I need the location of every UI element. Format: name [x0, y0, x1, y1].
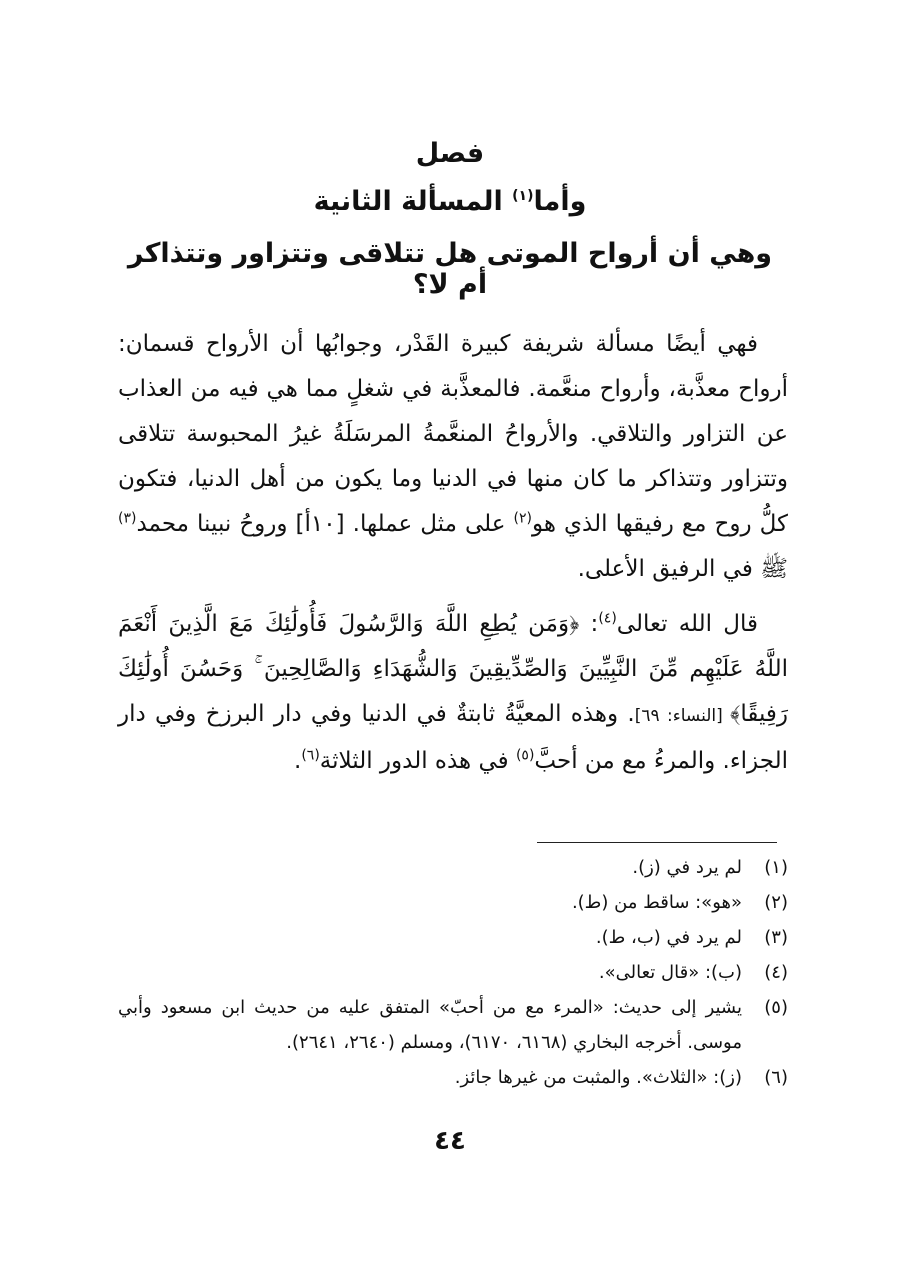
paragraph-2-text-b: في هذه الدور الثلاثة [319, 748, 516, 774]
footnote-number: (٢) [764, 892, 788, 913]
footnote-2 [118, 885, 788, 920]
footnotes-list [118, 850, 788, 1095]
footnote-ref-5[interactable]: (٥) [515, 747, 535, 764]
footnote-3 [118, 920, 788, 955]
footnote-number: (٤) [764, 962, 788, 983]
footnote-text: يشير إلى حديث: «المرء مع من أحبّ» المتفق عليه من حديث ابن مسعود وأبي موسى. أخرجه البخاري (٦١٦٨، ٦١٧٠)، ومسلم (٢٦٤٠، ٢٦٤١). [118, 997, 742, 1053]
footnote-number: (٣) [764, 927, 788, 948]
main-text [118, 322, 788, 784]
verse-reference: [النساء: ٦٩] [634, 706, 731, 726]
footnote-number: (١) [764, 857, 788, 878]
footnote-text: (ز): «الثلاث». والمثبت من غيرها جائز. [454, 1067, 742, 1088]
paragraph-2-end: . [294, 748, 302, 774]
question-title [110, 238, 790, 300]
footnote-text: (ب): «قال تعالى». [598, 962, 742, 983]
footnote-ref-6[interactable]: (٦) [301, 747, 320, 764]
footnote-ref-4[interactable]: (٤) [598, 610, 617, 627]
footnote-5 [118, 990, 788, 1060]
footnote-6 [118, 1060, 788, 1095]
paragraph-1-text-c: ﷺ في الرفيق الأعلى. [577, 556, 788, 582]
footnote-ref-2[interactable]: (٢) [513, 510, 532, 527]
section-title [110, 186, 790, 217]
page-number: ٤٤ [434, 1126, 466, 1156]
paragraph-1-text-a: فهي أيضًا مسألة شريفة كبيرة القَدْر، وجوابُها أن الأرواح قسمان: أرواح معذَّبة، وأرواح منعَّمة. فالمعذَّبة في شغلٍ مما هي فيه من العذاب عن التزاور والتلاقي. والأرواحُ المنعَّمةُ المرسَلَةُ غيرُ المحبوسة تتلاقى وتتزاور وتتذاكر ما كان منها في الدنيا وما يكون من أهل الدنيا، فتكون كلُّ روح مع رفيقها الذي هو [118, 331, 788, 537]
footnote-divider [537, 842, 777, 843]
footnote-number: (٦) [764, 1067, 788, 1088]
paragraph-2-colon: : [579, 611, 599, 637]
paragraph-2 [118, 602, 788, 784]
paragraph-2-intro: قال الله تعالى [616, 611, 759, 637]
quran-verse: ﴿وَمَن يُطِعِ اللَّهَ وَالرَّسُولَ فَأُولَٰئِكَ مَعَ الَّذِينَ أَنْعَمَ اللَّهُ عَلَيْهِم مِّنَ النَّبِيِّينَ وَالصِّدِّيقِينَ وَالشُّهَدَاءِ وَالصَّالِحِينَ ۚ وَحَسُنَ أُولَٰئِكَ رَفِيقًا﴾ [118, 611, 788, 727]
footnote-number: (٥) [764, 997, 788, 1018]
paragraph-1 [118, 322, 788, 592]
question-title-text: وهي أن أرواح الموتى هل تتلاقى وتتزاور وتتذاكر أم لا؟ [127, 238, 773, 300]
footnote-ref-1[interactable]: (١) [512, 188, 534, 204]
footnote-text: لم يرد في (ز). [632, 857, 742, 878]
chapter-title-text: فصل [415, 138, 485, 169]
footnote-ref-3[interactable]: (٣) [118, 510, 137, 527]
paragraph-2-text-a: . وهذه المعيَّةُ ثابتةٌ في الدنيا وفي دار البرزخ وفي دار الجزاء. والمرءُ مع من أحبَّ [118, 701, 788, 774]
paragraph-1-text-b: على مثل عملها. [١٠أ] وروحُ نبينا محمد [136, 511, 514, 537]
footnote-4 [118, 955, 788, 990]
chapter-title [110, 138, 790, 169]
section-title-end: المسألة الثانية [313, 186, 513, 217]
section-title-start: وأما [533, 186, 587, 217]
footnote-1 [118, 850, 788, 885]
footnote-text: «هو»: ساقط من (ط). [571, 892, 742, 913]
footnote-text: لم يرد في (ب، ط). [595, 927, 742, 948]
